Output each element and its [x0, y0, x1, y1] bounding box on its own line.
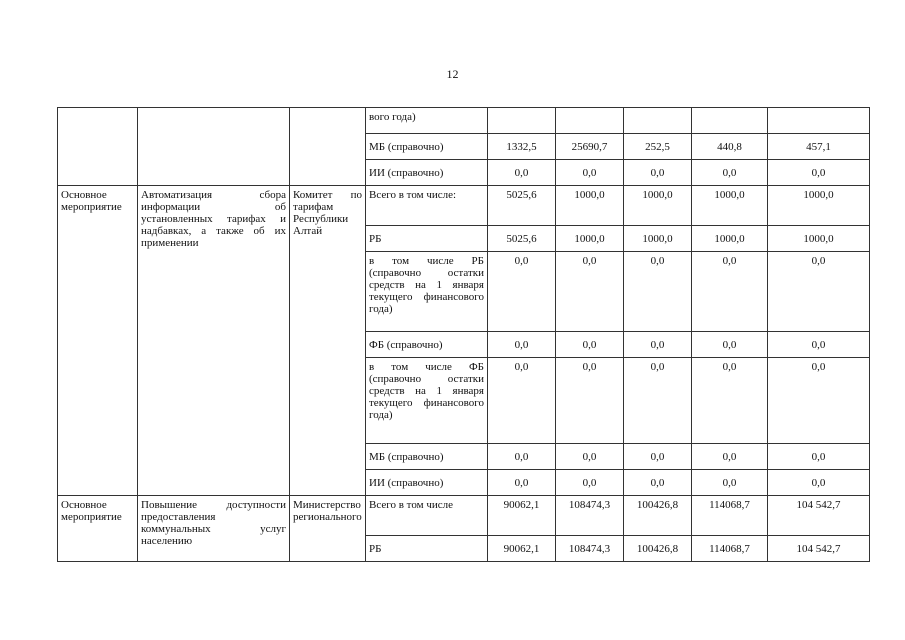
- value-cell: 0,0: [488, 252, 556, 332]
- value-cell: 0,0: [556, 252, 624, 332]
- value-cell: 0,0: [556, 332, 624, 358]
- value-cell: 90062,1: [488, 496, 556, 536]
- funding-source-cell: в том числе ФБ (справочно остатки средств на 1 января текущего финансового года): [366, 358, 488, 444]
- value-cell: 0,0: [692, 444, 768, 470]
- value-cell: 1332,5: [488, 134, 556, 160]
- page-number: 12: [446, 67, 459, 81]
- value-cell: 0,0: [692, 470, 768, 496]
- executor-cell: [290, 108, 366, 186]
- value-cell: 0,0: [488, 332, 556, 358]
- funding-source-cell: Всего в том числе:: [366, 186, 488, 226]
- value-cell: 0,0: [488, 358, 556, 444]
- funding-source-cell: ИИ (справочно): [366, 470, 488, 496]
- value-cell: 90062,1: [488, 536, 556, 562]
- value-cell: 108474,3: [556, 536, 624, 562]
- funding-source-cell: МБ (справочно): [366, 444, 488, 470]
- activity-type-cell: Основное мероприятие: [58, 496, 138, 562]
- value-cell: 1000,0: [624, 226, 692, 252]
- executor-cell: Комитет по тарифам Республики Алтай: [290, 186, 366, 496]
- value-cell: 252,5: [624, 134, 692, 160]
- value-cell: 0,0: [624, 358, 692, 444]
- value-cell: 5025,6: [488, 186, 556, 226]
- activity-type-cell: [58, 108, 138, 186]
- budget-table: [57, 107, 870, 562]
- value-cell: 1000,0: [692, 186, 768, 226]
- funding-source-cell: вого года): [366, 108, 488, 134]
- value-cell: 0,0: [692, 332, 768, 358]
- funding-source-cell: в том числе РБ (справочно остатки средств на 1 января текущего финансового года): [366, 252, 488, 332]
- value-cell: 0,0: [556, 160, 624, 186]
- value-cell: 0,0: [624, 444, 692, 470]
- value-cell: 114068,7: [692, 536, 768, 562]
- value-cell: 0,0: [488, 444, 556, 470]
- value-cell: 0,0: [768, 358, 870, 444]
- table-row: [58, 496, 870, 536]
- value-cell: 0,0: [768, 444, 870, 470]
- funding-source-cell: МБ (справочно): [366, 134, 488, 160]
- value-cell: 0,0: [624, 470, 692, 496]
- value-cell: 0,0: [556, 358, 624, 444]
- value-cell: 0,0: [556, 444, 624, 470]
- value-cell: 457,1: [768, 134, 870, 160]
- value-cell: 1000,0: [692, 226, 768, 252]
- funding-source-cell: Всего в том числе: [366, 496, 488, 536]
- value-cell: 0,0: [488, 470, 556, 496]
- value-cell: [692, 108, 768, 134]
- value-cell: 108474,3: [556, 496, 624, 536]
- value-cell: 5025,6: [488, 226, 556, 252]
- value-cell: 0,0: [692, 252, 768, 332]
- value-cell: 25690,7: [556, 134, 624, 160]
- value-cell: 0,0: [768, 160, 870, 186]
- value-cell: 114068,7: [692, 496, 768, 536]
- value-cell: 1000,0: [768, 226, 870, 252]
- funding-source-cell: РБ: [366, 226, 488, 252]
- value-cell: 0,0: [556, 470, 624, 496]
- value-cell: 0,0: [768, 470, 870, 496]
- value-cell: 0,0: [624, 160, 692, 186]
- activity-name-cell: Автоматизация сбора информации об установленных тарифах и надбавках, а также об их применении: [138, 186, 290, 496]
- activity-name-cell: [138, 108, 290, 186]
- executor-cell: Министерство регионального: [290, 496, 366, 562]
- value-cell: 1000,0: [556, 226, 624, 252]
- funding-source-cell: РБ: [366, 536, 488, 562]
- value-cell: 100426,8: [624, 496, 692, 536]
- value-cell: [768, 108, 870, 134]
- activity-type-cell: Основное мероприятие: [58, 186, 138, 496]
- activity-name-cell: Повышение доступности предоставления коммунальных услуг населению: [138, 496, 290, 562]
- value-cell: [624, 108, 692, 134]
- value-cell: 0,0: [768, 252, 870, 332]
- value-cell: 0,0: [768, 332, 870, 358]
- value-cell: 0,0: [488, 160, 556, 186]
- value-cell: 1000,0: [624, 186, 692, 226]
- table-row: [58, 186, 870, 226]
- value-cell: 1000,0: [556, 186, 624, 226]
- value-cell: 104 542,7: [768, 496, 870, 536]
- value-cell: 0,0: [692, 358, 768, 444]
- value-cell: 100426,8: [624, 536, 692, 562]
- funding-source-cell: ИИ (справочно): [366, 160, 488, 186]
- table-row: [58, 108, 870, 134]
- value-cell: 0,0: [692, 160, 768, 186]
- value-cell: 0,0: [624, 332, 692, 358]
- value-cell: [556, 108, 624, 134]
- funding-source-cell: ФБ (справочно): [366, 332, 488, 358]
- value-cell: 1000,0: [768, 186, 870, 226]
- value-cell: 104 542,7: [768, 536, 870, 562]
- value-cell: [488, 108, 556, 134]
- value-cell: 440,8: [692, 134, 768, 160]
- value-cell: 0,0: [624, 252, 692, 332]
